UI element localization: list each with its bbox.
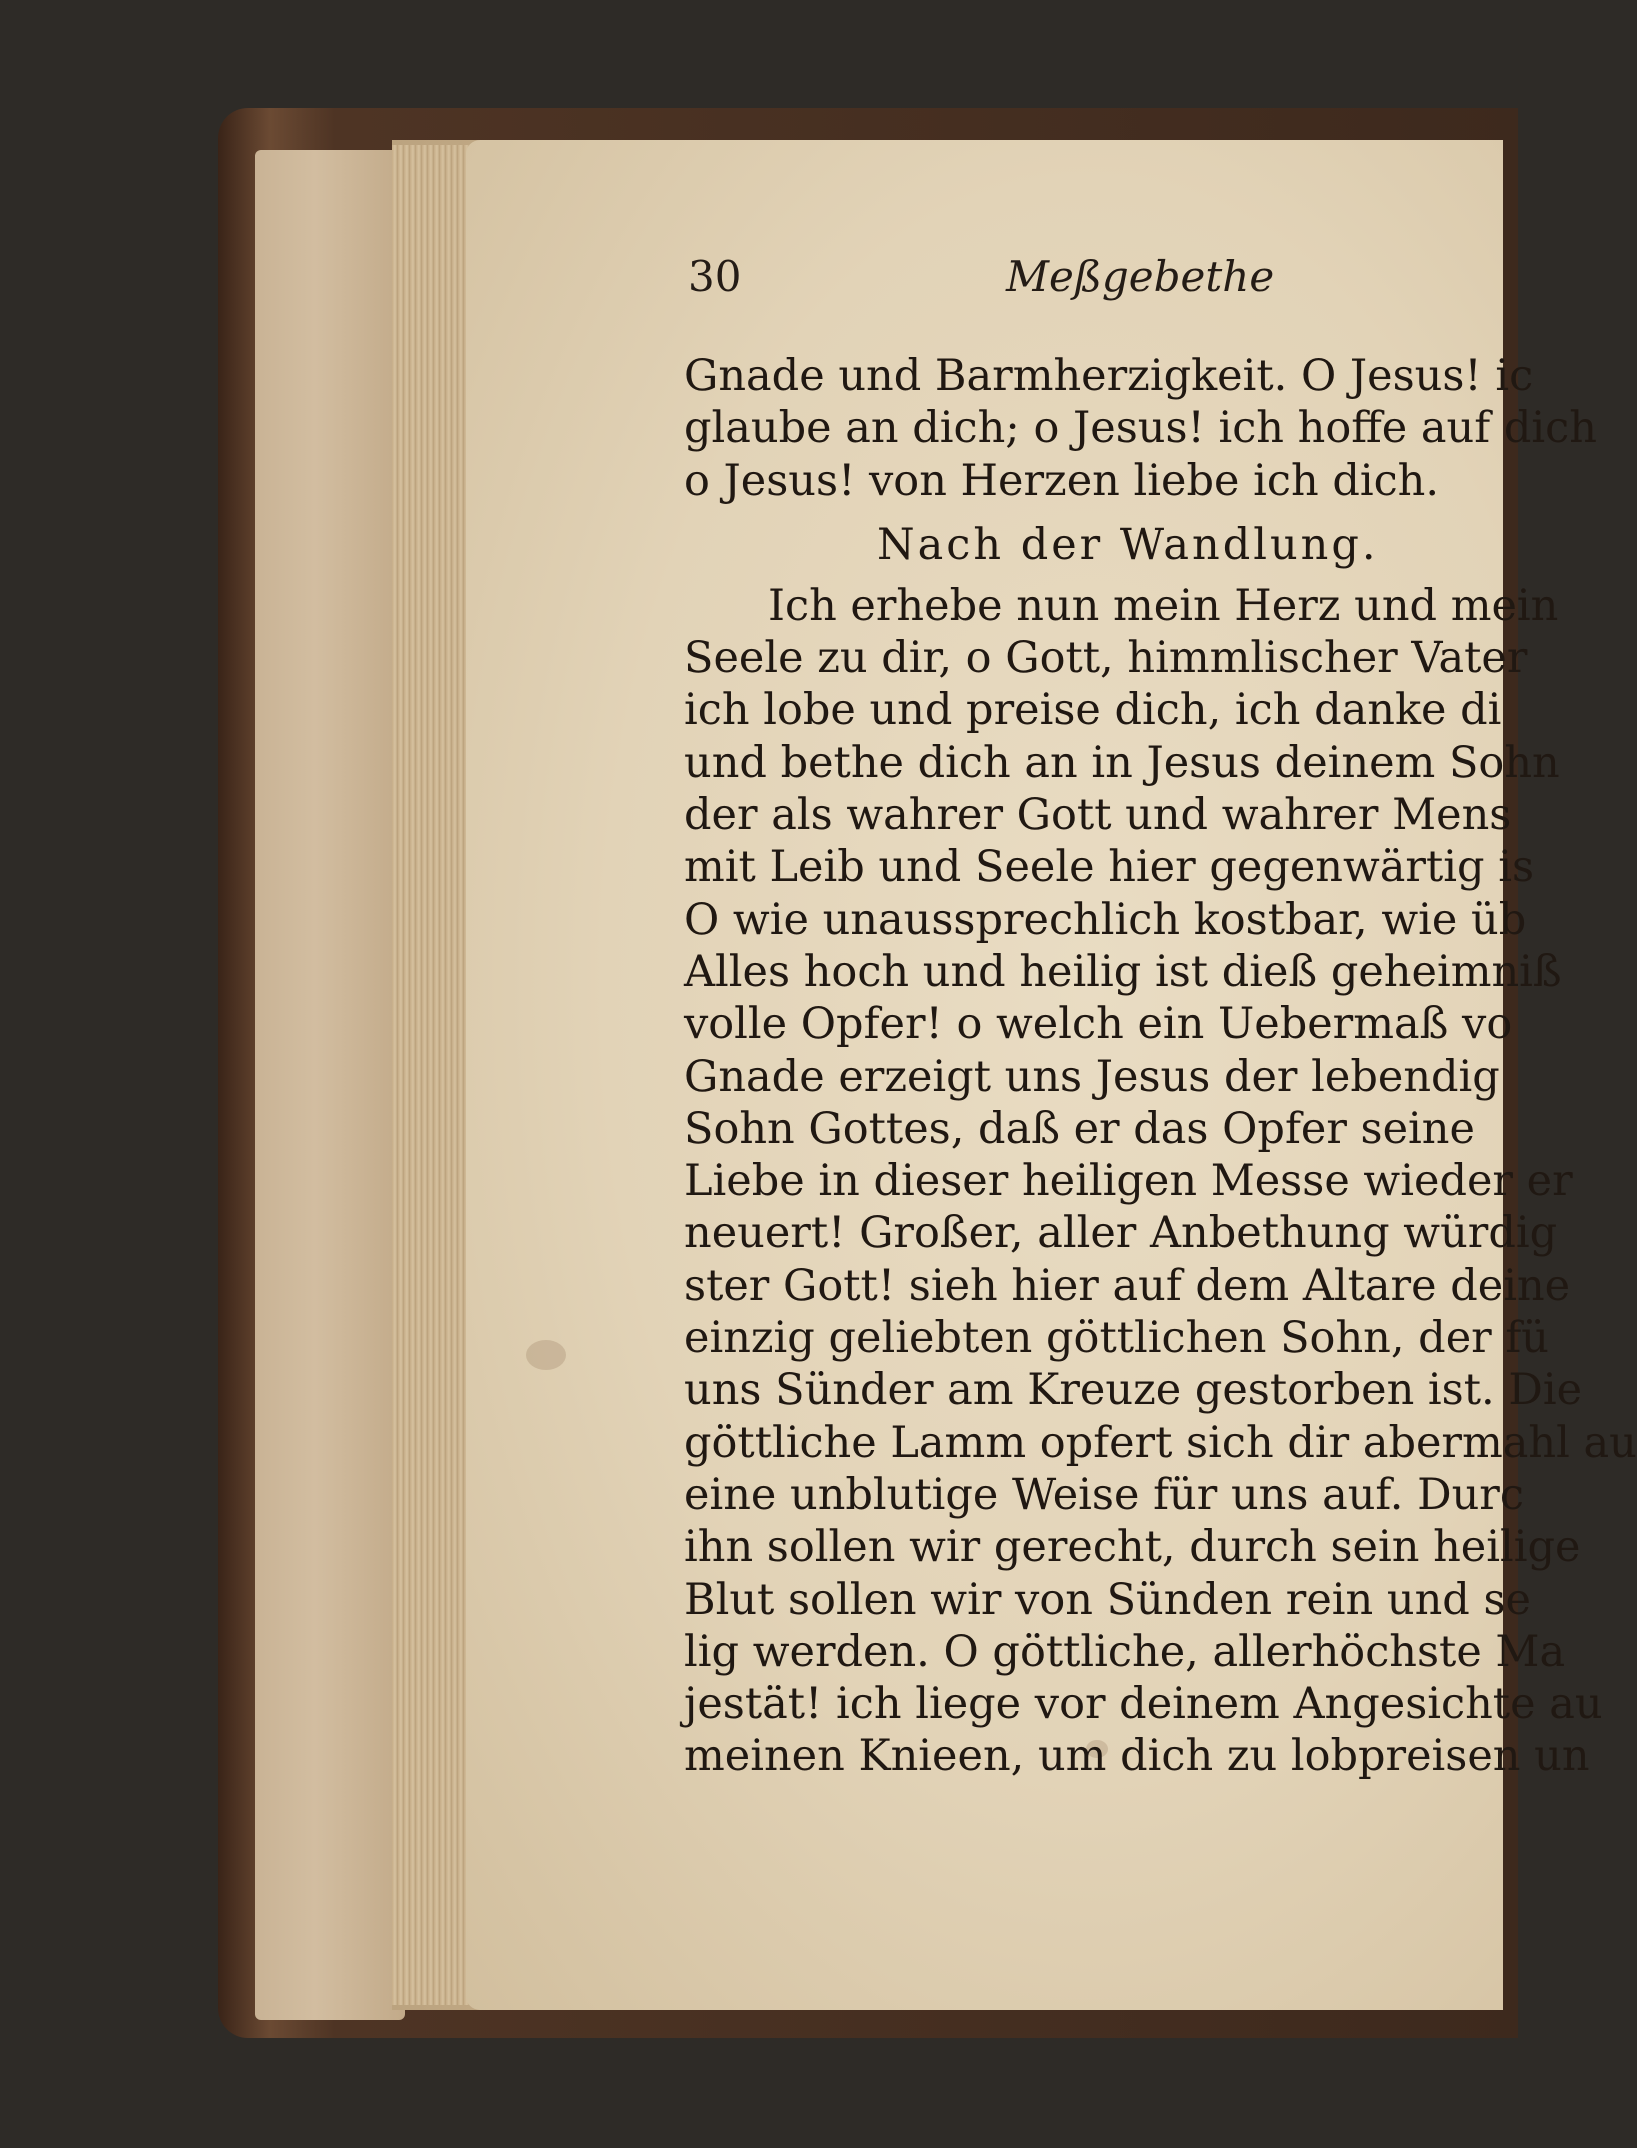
text-line: Sohn Gottes, daß er das Opfer seine <box>684 1103 1475 1154</box>
text-line: mit Leib und Seele hier gegenwärtig is <box>684 842 1535 893</box>
foxing-spot <box>526 1340 566 1370</box>
text-line: lig werden. O göttliche, allerhöchste Ma <box>684 1626 1566 1677</box>
text-line: O wie unaussprechlich kostbar, wie üb <box>684 894 1527 945</box>
text-line: und bethe dich an in Jesus deinem Sohn <box>684 737 1560 788</box>
text-line: Seele zu dir, o Gott, himmlischer Vater <box>684 633 1528 684</box>
text-line: Liebe in dieser heiligen Messe wieder er <box>684 1156 1573 1207</box>
text-line: Gnade erzeigt uns Jesus der lebendig <box>684 1051 1500 1102</box>
text-line: Blut sollen wir von Sünden rein und se <box>684 1574 1531 1625</box>
page-text <box>684 350 1637 1783</box>
text-line: Ich erhebe nun mein Herz und mein <box>768 580 1559 631</box>
text-line: ster Gott! sieh hier auf dem Altare deine <box>684 1260 1571 1311</box>
text-line: volle Opfer! o welch ein Uebermaß vo <box>684 999 1513 1050</box>
text-line: eine unblutige Weise für uns auf. Durc <box>684 1469 1524 1520</box>
text-line: glaube an dich; o Jesus! ich hoffe auf dich <box>684 403 1597 454</box>
text-line: einzig geliebten göttlichen Sohn, der fü <box>684 1313 1549 1364</box>
book-page <box>466 140 1637 2010</box>
section-heading: Nach der Wandlung. <box>877 519 1379 570</box>
text-line: der als wahrer Gott und wahrer Mens <box>684 790 1512 841</box>
text-line: Alles hoch und heilig ist dieß geheimniß <box>684 946 1562 997</box>
page-edges <box>392 145 472 2005</box>
text-line: ihn sollen wir gerecht, durch sein heilige <box>684 1522 1581 1573</box>
text-line: Gnade und Barmherzigkeit. O Jesus! ic <box>684 351 1534 401</box>
text-line: meinen Knieen, um dich zu lobpreisen un <box>684 1731 1590 1782</box>
text-line: uns Sünder am Kreuze gestorben ist. Die <box>684 1365 1583 1416</box>
page-number: 30 <box>688 252 742 301</box>
running-title: Meßgebethe <box>1006 252 1275 301</box>
text-line: jestät! ich liege vor deinem Angesichte au <box>684 1679 1603 1730</box>
text-line: göttliche Lamm opfert sich dir abermahl au <box>684 1417 1637 1468</box>
page-header <box>688 252 1488 322</box>
text-line: o Jesus! von Herzen liebe ich dich. <box>684 455 1440 506</box>
inside-cover-pastedown <box>255 150 405 2020</box>
text-line: neuert! Großer, aller Anbethung würdig <box>684 1208 1558 1259</box>
text-line: ich lobe und preise dich, ich danke di <box>684 685 1502 736</box>
